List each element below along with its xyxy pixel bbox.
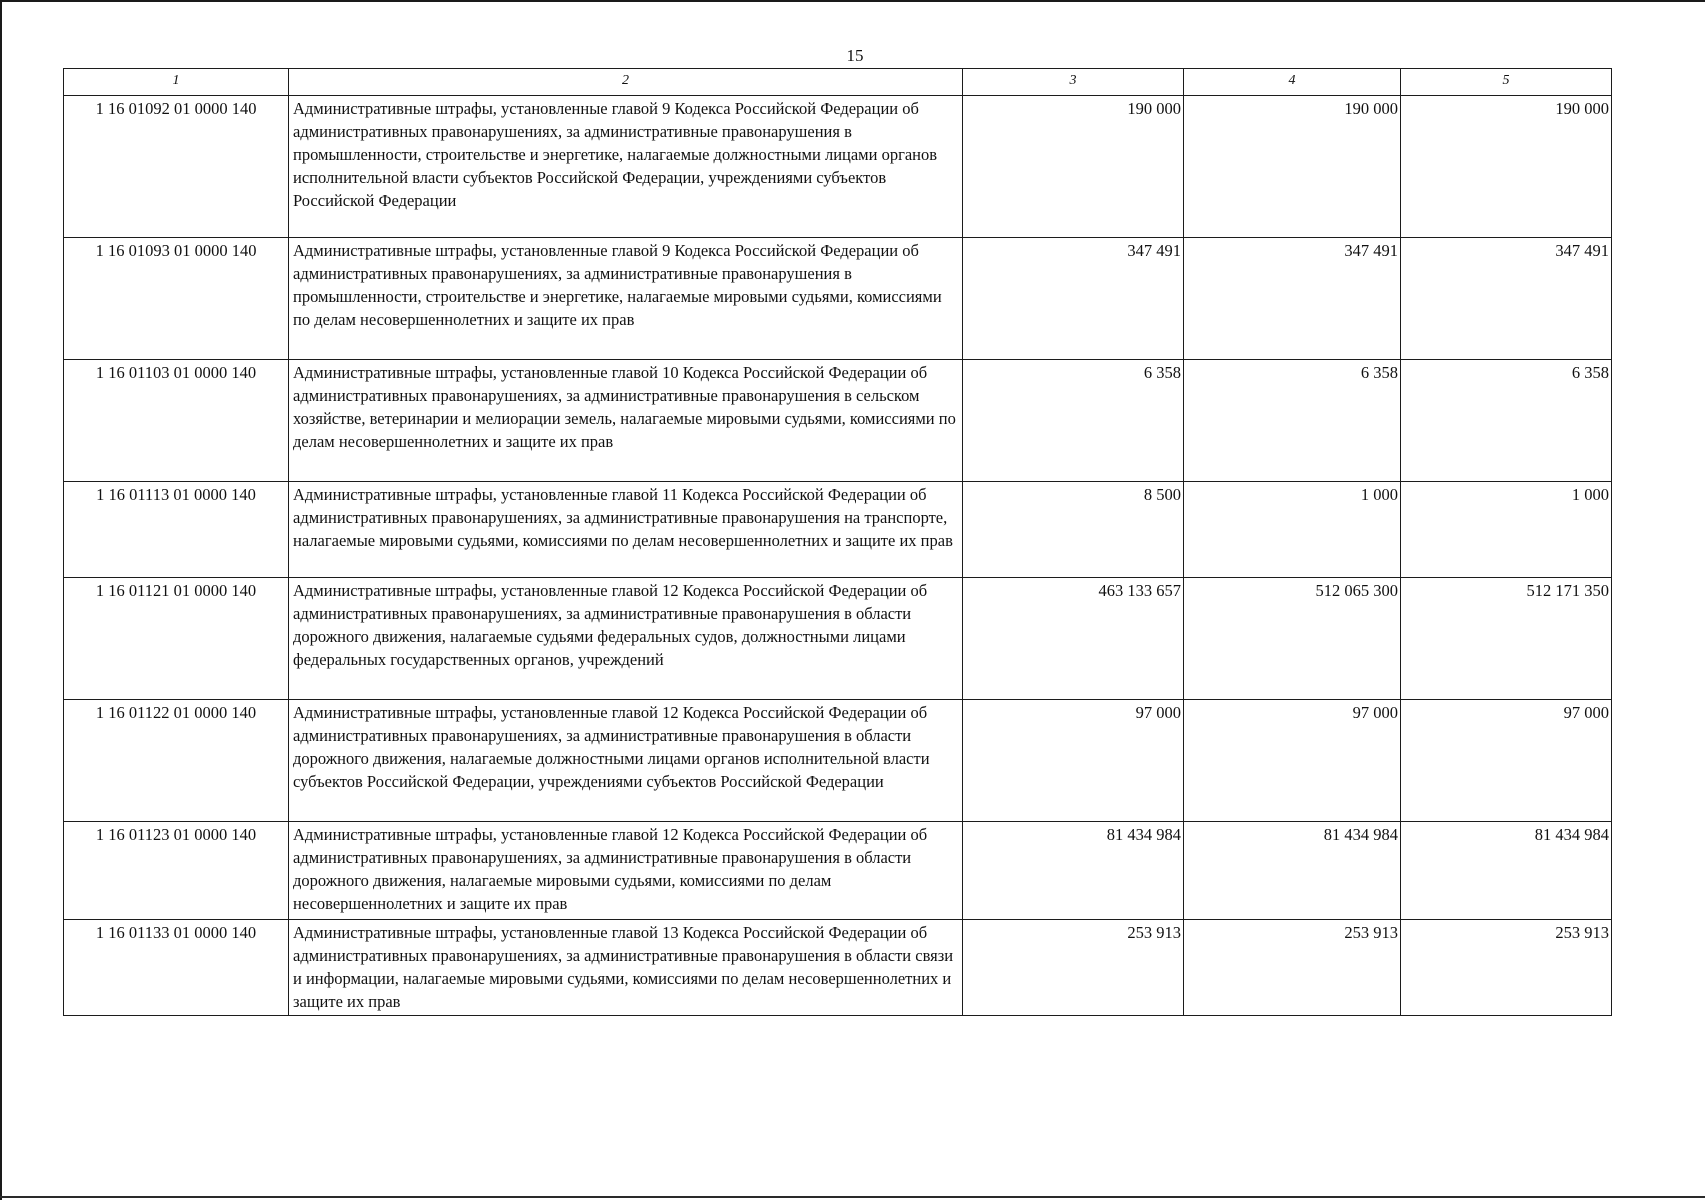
row-description: Административные штрафы, установленные главой 12 Кодекса Российской Федерации об административных правонарушениях, за административные правонарушения в области дорожного движения, налагаемые должностными лицами органов исполнительной власти субъектов Российской Федерации, учреждениями субъектов Российской Федерации bbox=[289, 700, 963, 822]
row-description: Административные штрафы, установленные главой 9 Кодекса Российской Федерации об административных правонарушениях, за административные правонарушения в промышленности, строительстве и энергетике, налагаемые должностными лицами органов исполнительной власти субъектов Российской Федерации, учреждениями субъектов Российской Федерации bbox=[289, 96, 963, 238]
row-value-col3: 81 434 984 bbox=[963, 822, 1184, 920]
row-value-col3: 253 913 bbox=[963, 920, 1184, 1016]
page-number: 15 bbox=[846, 46, 864, 65]
row-value-col5: 347 491 bbox=[1401, 238, 1612, 360]
header-col-3: 3 bbox=[963, 69, 1184, 96]
row-value-col3: 8 500 bbox=[963, 482, 1184, 578]
row-value-col4: 97 000 bbox=[1184, 700, 1401, 822]
row-value-col3: 97 000 bbox=[963, 700, 1184, 822]
row-value-col4: 190 000 bbox=[1184, 96, 1401, 238]
row-value-col4: 347 491 bbox=[1184, 238, 1401, 360]
table-row bbox=[64, 822, 1612, 920]
row-value-col4: 6 358 bbox=[1184, 360, 1401, 482]
table-body bbox=[64, 96, 1612, 1016]
row-value-col5: 253 913 bbox=[1401, 920, 1612, 1016]
row-value-col3: 190 000 bbox=[963, 96, 1184, 238]
page-frame-bottom bbox=[0, 1196, 1705, 1198]
header-col-5: 5 bbox=[1401, 69, 1612, 96]
table-row bbox=[64, 96, 1612, 238]
row-description: Административные штрафы, установленные главой 12 Кодекса Российской Федерации об административных правонарушениях, за административные правонарушения в области дорожного движения, налагаемые мировыми судьями, комиссиями по делам несовершеннолетних и защите их прав bbox=[289, 822, 963, 920]
page-frame-top bbox=[0, 0, 1705, 2]
table-row bbox=[64, 578, 1612, 700]
table-row bbox=[64, 360, 1612, 482]
row-code: 1 16 01133 01 0000 140 bbox=[64, 920, 289, 1016]
row-description: Административные штрафы, установленные главой 11 Кодекса Российской Федерации об административных правонарушениях, за административные правонарушения на транспорте, налагаемые мировыми судьями, комиссиями по делам несовершеннолетних и защите их прав bbox=[289, 482, 963, 578]
table-row bbox=[64, 238, 1612, 360]
row-code: 1 16 01092 01 0000 140 bbox=[64, 96, 289, 238]
header-col-4: 4 bbox=[1184, 69, 1401, 96]
table-row bbox=[64, 920, 1612, 1016]
row-value-col5: 6 358 bbox=[1401, 360, 1612, 482]
row-value-col5: 190 000 bbox=[1401, 96, 1612, 238]
row-value-col5: 1 000 bbox=[1401, 482, 1612, 578]
row-description: Административные штрафы, установленные главой 12 Кодекса Российской Федерации об административных правонарушениях, за административные правонарушения в области дорожного движения, налагаемые судьями федеральных судов, должностными лицами федеральных государственных органов, учреждений bbox=[289, 578, 963, 700]
row-value-col4: 1 000 bbox=[1184, 482, 1401, 578]
row-code: 1 16 01093 01 0000 140 bbox=[64, 238, 289, 360]
row-code: 1 16 01122 01 0000 140 bbox=[64, 700, 289, 822]
table-header bbox=[64, 69, 1612, 96]
row-code: 1 16 01103 01 0000 140 bbox=[64, 360, 289, 482]
row-description: Административные штрафы, установленные главой 10 Кодекса Российской Федерации об административных правонарушениях, за административные правонарушения в сельском хозяйстве, ветеринарии и мелиорации земель, налагаемые мировыми судьями, комиссиями по делам несовершеннолетних и защите их прав bbox=[289, 360, 963, 482]
row-value-col5: 81 434 984 bbox=[1401, 822, 1612, 920]
row-value-col5: 512 171 350 bbox=[1401, 578, 1612, 700]
row-value-col4: 512 065 300 bbox=[1184, 578, 1401, 700]
row-value-col3: 347 491 bbox=[963, 238, 1184, 360]
row-value-col4: 253 913 bbox=[1184, 920, 1401, 1016]
header-col-1: 1 bbox=[64, 69, 289, 96]
row-value-col4: 81 434 984 bbox=[1184, 822, 1401, 920]
row-code: 1 16 01123 01 0000 140 bbox=[64, 822, 289, 920]
row-value-col3: 6 358 bbox=[963, 360, 1184, 482]
row-description: Административные штрафы, установленные главой 13 Кодекса Российской Федерации об административных правонарушениях, за административные правонарушения в области связи и информации, налагаемые мировыми судьями, комиссиями по делам несовершеннолетних и защите их прав bbox=[289, 920, 963, 1016]
header-row bbox=[64, 69, 1612, 96]
row-code: 1 16 01121 01 0000 140 bbox=[64, 578, 289, 700]
table-row bbox=[64, 700, 1612, 822]
row-value-col5: 97 000 bbox=[1401, 700, 1612, 822]
row-description: Административные штрафы, установленные главой 9 Кодекса Российской Федерации об административных правонарушениях, за административные правонарушения в промышленности, строительстве и энергетике, налагаемые мировыми судьями, комиссиями по делам несовершеннолетних и защите их прав bbox=[289, 238, 963, 360]
row-code: 1 16 01113 01 0000 140 bbox=[64, 482, 289, 578]
budget-table bbox=[63, 68, 1612, 1016]
row-value-col3: 463 133 657 bbox=[963, 578, 1184, 700]
header-col-2: 2 bbox=[289, 69, 963, 96]
table-row bbox=[64, 482, 1612, 578]
page-frame-left bbox=[0, 0, 2, 1200]
